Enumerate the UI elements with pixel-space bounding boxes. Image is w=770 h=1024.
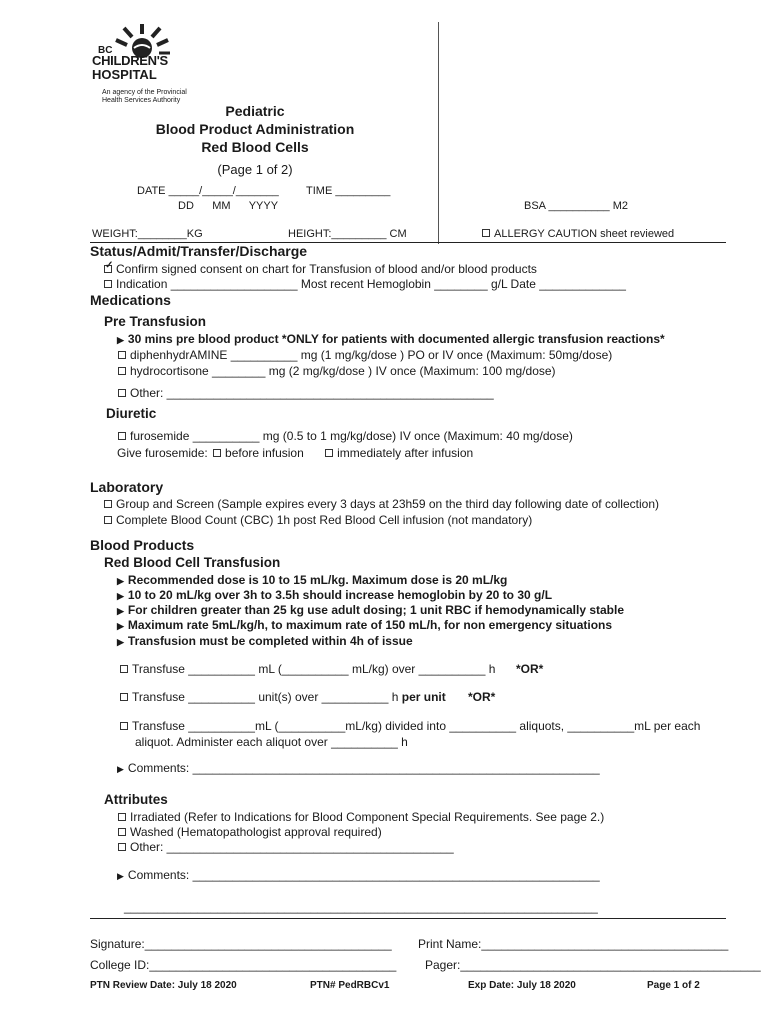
logo-tagline-1: An agency of the Provincial bbox=[102, 89, 187, 96]
diuretic-heading: Diuretic bbox=[106, 406, 157, 421]
rbc-note-text: Recommended dose is 10 to 15 mL/kg. Maximum dose is 20 mL/kg bbox=[127, 573, 508, 587]
footer-rule bbox=[90, 918, 726, 919]
before-infusion-label: before infusion bbox=[225, 446, 304, 460]
weight-field[interactable]: WEIGHT:________KG bbox=[92, 228, 203, 240]
transfuse-aliquots-checkbox[interactable] bbox=[120, 722, 128, 730]
med-other-checkbox[interactable] bbox=[118, 389, 126, 397]
allergy-checkbox-row[interactable] bbox=[482, 228, 674, 240]
rbc-comments-row[interactable] bbox=[117, 761, 600, 775]
hospital-logo bbox=[90, 18, 200, 108]
or-label-1: *OR* bbox=[516, 662, 544, 676]
rbc-note-text: Transfusion must be completed within 4h of issue bbox=[127, 634, 413, 648]
laboratory-heading: Laboratory bbox=[90, 479, 164, 495]
indication-row[interactable] bbox=[104, 277, 626, 291]
transfuse-units-checkbox[interactable] bbox=[120, 693, 128, 701]
cbc-row[interactable] bbox=[104, 513, 532, 527]
attr-comments-field[interactable]: Comments: _____________________________________________________________ bbox=[127, 868, 600, 882]
signature-field[interactable]: Signature:_____________________________________ bbox=[90, 937, 392, 951]
allergy-label: ALLERGY CAUTION sheet reviewed bbox=[494, 228, 675, 240]
bullet-icon: ▶ bbox=[117, 591, 124, 601]
page-number: Page 1 of 2 bbox=[647, 980, 700, 991]
rbc-comments-field[interactable]: Comments: _____________________________________________________________ bbox=[127, 761, 600, 775]
washed-row[interactable] bbox=[118, 825, 382, 839]
group-screen-label: Group and Screen (Sample expires every 3 days at 23h59 on the third day following date of collection) bbox=[116, 497, 659, 511]
date-field[interactable]: DATE _____/_____/_______ bbox=[137, 185, 279, 197]
title-pediatric: Pediatric bbox=[225, 103, 285, 119]
pager-field[interactable]: Pager:_____________________________________________ bbox=[425, 958, 761, 972]
consent-row[interactable] bbox=[104, 262, 537, 276]
group-screen-row[interactable] bbox=[104, 497, 659, 511]
attr-comments-row[interactable] bbox=[117, 868, 600, 882]
print-name-field[interactable]: Print Name:_____________________________________ bbox=[418, 937, 729, 951]
transfuse-ml-checkbox[interactable] bbox=[120, 665, 128, 673]
cbc-label: Complete Blood Count (CBC) 1h post Red Blood Cell infusion (not mandatory) bbox=[116, 513, 533, 527]
page-indicator: (Page 1 of 2) bbox=[217, 162, 293, 177]
height-field[interactable]: HEIGHT:_________ CM bbox=[288, 228, 407, 240]
pre-note-text: 30 mins pre blood product *ONLY for patients with documented allergic transfusion reactions* bbox=[127, 332, 665, 346]
irradiated-label: Irradiated (Refer to Indications for Blood Component Special Requirements. See page 2.) bbox=[130, 810, 605, 824]
bullet-icon: ▶ bbox=[117, 621, 124, 631]
ptn-review-date: PTN Review Date: July 18 2020 bbox=[90, 980, 237, 991]
bullet-icon: ▶ bbox=[117, 335, 124, 345]
irradiated-row[interactable] bbox=[118, 810, 604, 824]
attr-extra-line[interactable]: _______________________________________________________________________ bbox=[124, 900, 598, 914]
indication-label: Indication ___________________ Most recent Hemoglobin ________ g/L Date _____________ bbox=[116, 277, 626, 291]
attr-other-checkbox[interactable] bbox=[118, 843, 126, 851]
washed-checkbox[interactable] bbox=[118, 828, 126, 836]
transfuse-aliquots-row[interactable] bbox=[120, 719, 700, 733]
college-id-field[interactable]: College ID:_____________________________________ bbox=[90, 958, 397, 972]
status-heading: Status/Admit/Transfer/Discharge bbox=[90, 243, 308, 259]
per-unit-label: per unit bbox=[401, 690, 446, 704]
aliquot-line-2: aliquot. Administer each aliquot over __________ h bbox=[135, 735, 408, 749]
rbc-note-text: Maximum rate 5mL/kg/h, to maximum rate of 150 mL/h, for non emergency situations bbox=[127, 618, 613, 632]
furo-row[interactable] bbox=[118, 429, 573, 443]
furo-checkbox[interactable] bbox=[118, 432, 126, 440]
hydro-checkbox[interactable] bbox=[118, 367, 126, 375]
give-furo-label: Give furosemide: bbox=[117, 446, 208, 460]
washed-label: Washed (Hematopathologist approval required) bbox=[130, 825, 382, 839]
bsa-field[interactable]: BSA __________ M2 bbox=[524, 200, 628, 212]
date-format: DD MM YYYY bbox=[178, 200, 279, 212]
transfuse-units-label: Transfuse __________ unit(s) over __________ h bbox=[132, 690, 399, 704]
rbc-note-text: For children greater than 25 kg use adult dosing; 1 unit RBC if hemodynamically stable bbox=[127, 603, 625, 617]
furo-label: furosemide __________ mg (0.5 to 1 mg/kg/dose) IV once (Maximum: 40 mg/dose) bbox=[130, 429, 573, 443]
rbc-note-4 bbox=[117, 618, 612, 632]
consent-checkbox[interactable] bbox=[104, 265, 112, 273]
or-label-2: *OR* bbox=[468, 690, 496, 704]
after-infusion-label: immediately after infusion bbox=[337, 446, 474, 460]
rbc-note-2 bbox=[117, 588, 552, 602]
give-furo-row bbox=[117, 446, 473, 460]
irradiated-checkbox[interactable] bbox=[118, 813, 126, 821]
bullet-icon: ▶ bbox=[117, 576, 124, 586]
before-infusion-checkbox[interactable] bbox=[213, 449, 221, 457]
rbc-note-1 bbox=[117, 573, 507, 587]
time-field[interactable]: TIME _________ bbox=[306, 185, 391, 197]
group-screen-checkbox[interactable] bbox=[104, 500, 112, 508]
med-other-row[interactable] bbox=[118, 386, 494, 400]
transfuse-units-row[interactable] bbox=[120, 690, 446, 704]
bullet-icon: ▶ bbox=[117, 871, 124, 881]
after-infusion-checkbox[interactable] bbox=[325, 449, 333, 457]
blood-products-heading: Blood Products bbox=[90, 537, 195, 553]
title-rbc: Red Blood Cells bbox=[201, 139, 309, 155]
transfuse-ml-label: Transfuse __________ mL (__________ mL/kg) over __________ h bbox=[132, 662, 496, 676]
transfuse-aliquots-label: Transfuse __________mL (__________mL/kg) divided into __________ aliquots, __________mL per each bbox=[132, 719, 701, 733]
hydro-row[interactable] bbox=[118, 364, 556, 378]
rbc-note-text: 10 to 20 mL/kg over 3h to 3.5h should increase hemoglobin by 20 to 30 g/L bbox=[127, 588, 553, 602]
attr-other-label: Other: ___________________________________________ bbox=[130, 840, 454, 854]
transfuse-ml-row[interactable] bbox=[120, 662, 495, 676]
rbc-note-5 bbox=[117, 634, 413, 648]
rbc-transfusion-heading: Red Blood Cell Transfusion bbox=[104, 555, 281, 570]
cbc-checkbox[interactable] bbox=[104, 516, 112, 524]
header-divider bbox=[438, 22, 439, 244]
medications-heading: Medications bbox=[90, 292, 171, 308]
bullet-icon: ▶ bbox=[117, 764, 124, 774]
allergy-checkbox[interactable] bbox=[482, 229, 490, 237]
exp-date: Exp Date: July 18 2020 bbox=[468, 980, 576, 991]
logo-hospital: HOSPITAL bbox=[92, 67, 157, 82]
pre-transfusion-note bbox=[117, 332, 665, 346]
rbc-note-3 bbox=[117, 603, 624, 617]
logo-bc: BC bbox=[98, 45, 113, 56]
consent-label: Confirm signed consent on chart for Transfusion of blood and/or blood products bbox=[116, 262, 537, 276]
diphen-label: diphenhydrAMINE __________ mg (1 mg/kg/dose ) PO or IV once (Maximum: 50mg/dose) bbox=[130, 348, 613, 362]
logo-childrens: CHILDREN'S bbox=[92, 53, 168, 68]
bullet-icon: ▶ bbox=[117, 606, 124, 616]
attributes-heading: Attributes bbox=[104, 792, 168, 807]
pre-transfusion-heading: Pre Transfusion bbox=[104, 314, 207, 329]
hydro-label: hydrocortisone ________ mg (2 mg/kg/dose ) IV once (Maximum: 100 mg/dose) bbox=[130, 364, 556, 378]
attr-other-row[interactable] bbox=[118, 840, 454, 854]
logo-tagline-2: Health Services Authority bbox=[102, 97, 181, 104]
diphen-row[interactable] bbox=[118, 348, 612, 362]
ptn-number: PTN# PedRBCv1 bbox=[310, 980, 390, 991]
med-other-label: Other: _________________________________________________ bbox=[130, 386, 494, 400]
title-blood-product: Blood Product Administration bbox=[155, 121, 355, 137]
diphen-checkbox[interactable] bbox=[118, 351, 126, 359]
bullet-icon: ▶ bbox=[117, 637, 124, 647]
indication-checkbox[interactable] bbox=[104, 280, 112, 288]
